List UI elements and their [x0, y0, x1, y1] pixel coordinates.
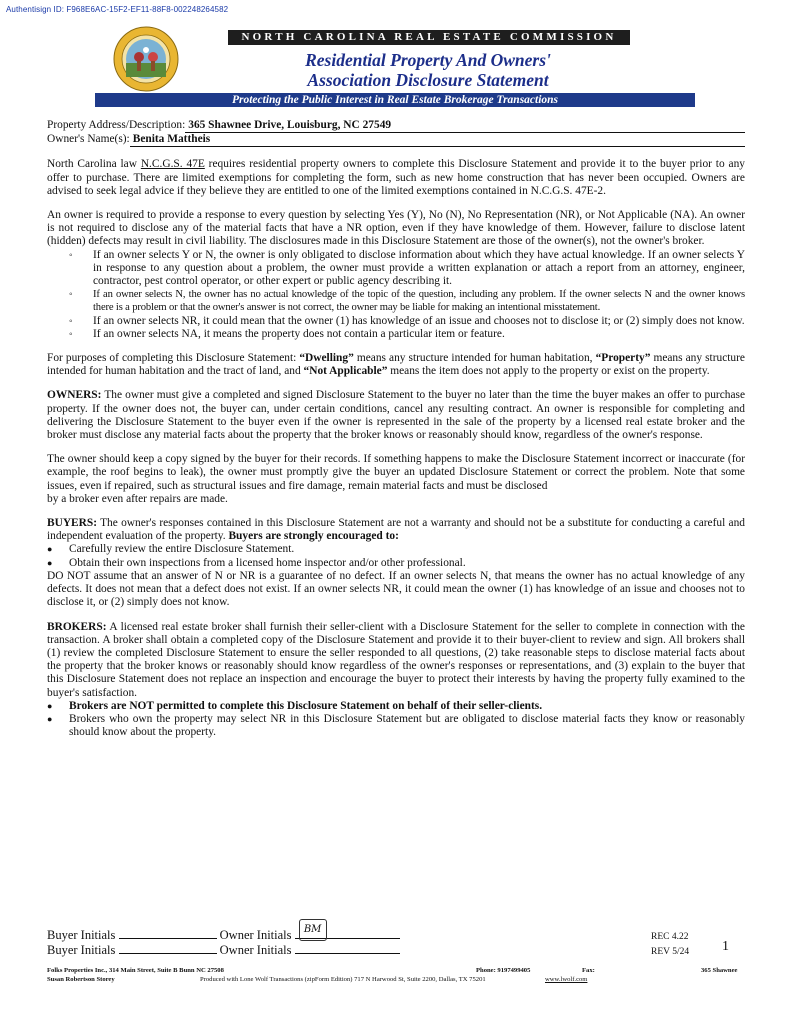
def-text-a: For purposes of completing this Disclosure Statement:	[47, 352, 300, 365]
owners-text: The owner must give a completed and signed Disclosure Statement to the buyer no later than the time the buyer makes an offer to purchase property. If the owner does not, the buyer can, under certain conditions, cancel any resulting contract. An owner is responsible for completing and delivering the Disclosure Statement to the buyer even if the owner is represented in the sale of the property by a licensed real estate broker and the broker must disclose any material facts about the property that the broker knows or reasonably should know, regardless of the owner's response.	[47, 389, 745, 442]
page-number: 1	[722, 939, 729, 954]
list-item	[47, 700, 745, 713]
owner-initials-field[interactable]	[295, 924, 400, 939]
commission-banner: NORTH CAROLINA REAL ESTATE COMMISSION	[228, 30, 630, 45]
response-instructions: An owner is required to provide a response to every question by selecting Yes (Y), No (N), No Representation (NR), or Not Applicable (NA). An owner is not required to disclose any of the material facts that have a NR option, even if they have knowledge of them. However, failure to disclose latent (hidden) defects may result in civil liability. The disclosures made in this Disclosure Statement are those of the owner(s), not the owner's broker.	[47, 209, 745, 248]
brokers-list	[47, 700, 745, 740]
footer-phone: Phone: 9197499405	[476, 967, 531, 974]
buyers-list	[47, 543, 745, 569]
property-address-field	[47, 119, 745, 133]
owner-name-value[interactable]: Benita Mattheis	[130, 133, 745, 147]
owner-initials-label: Owner Initials	[219, 943, 292, 957]
list-item: ● Obtain their own inspections from a licensed home inspector and/or other professional.	[47, 557, 745, 570]
brokers-label: BROKERS:	[47, 620, 107, 633]
footer-fax: Fax:	[582, 967, 595, 974]
def-dwelling: “Dwelling”	[299, 352, 354, 365]
buyer-initials-field[interactable]	[119, 927, 217, 939]
def-text-b: means any structure intended for human habitation,	[353, 352, 596, 365]
brokers-text: A licensed real estate broker shall furnish their seller-client with a Disclosure Statement for the seller to complete in connection with the transaction. A broker shall obtain a completed copy of the Disclosure Statement and provide it to their buyer-client to review and sign. All brokers shall (1) review the completed Disclosure Statement to ensure the seller responded to all questions, (2) take reasonable steps to disclose material facts about the property that the broker knows or reasonably should know regardless of the owner's responses or representations, and (3) explain to the buyer that this Disclosure Statement does not replace an inspection and encourage the buyer to protect their interests by having the property fully examined to the buyer's satisfaction.	[47, 620, 745, 699]
rev-number: REV 5/24	[651, 947, 690, 957]
footer-agent: Susan Robertson Storey	[47, 976, 115, 983]
list-item: ◦ If an owner selects Y or N, the owner is only obligated to disclose information about which they have actual knowledge. If an owner selects Y in response to any question about a problem, the owner must provide a written explanation or attach a report from an attorney, engineer, contractor, pest control operator, or other expert or public agency describing it.	[47, 249, 745, 289]
buyers-encouraged: Buyers are strongly encouraged to:	[228, 530, 399, 543]
list-item: ◦ If an owner selects NR, it could mean that the owner (1) has knowledge of an issue and chooses not to disclose it; or (2) simply does not know.	[47, 315, 745, 328]
property-address-value[interactable]: 365 Shawnee Drive, Louisburg, NC 27549	[185, 119, 745, 133]
list-item: ● Carefully review the entire Disclosure Statement.	[47, 543, 745, 556]
owner-initials-label: Owner Initials	[219, 928, 292, 942]
brokers-bullet-bold: Brokers are NOT permitted to complete this Disclosure Statement on behalf of their seller-clients.	[69, 699, 543, 712]
rec-number: REC 4.22	[651, 932, 689, 942]
def-text-c: means any structure intended for human habitation and the tract of land, and	[47, 352, 745, 378]
def-property: “Property”	[595, 352, 651, 365]
buyers-section	[47, 517, 745, 543]
owners-update-continued: by a broker even after repairs are made.	[47, 492, 228, 505]
def-text-d: means the item does not apply to the property or exist on the property.	[387, 365, 710, 378]
def-not-applicable: “Not Applicable”	[303, 365, 388, 378]
list-item: ◦ If an owner selects NA, it means the property does not contain a particular item or feature.	[47, 328, 745, 341]
tagline-bar: Protecting the Public Interest in Real Estate Brokerage Transactions	[95, 93, 695, 107]
buyers-label: BUYERS:	[47, 517, 98, 530]
buyer-initials-field[interactable]	[119, 942, 217, 954]
response-options-list	[47, 249, 745, 341]
nc-commission-seal-icon	[113, 26, 179, 92]
form-title-line2: Association Disclosure Statement	[307, 70, 549, 90]
brokers-section	[47, 621, 745, 700]
statute-link[interactable]: N.C.G.S. 47E	[140, 158, 205, 171]
list-item: ◦ If an owner selects N, the owner has no actual knowledge of the topic of the question, including any problem. If the owner selects N and the owner knows there is a problem or that the owner's answer is not correct, the owner may be liable for making an intentional misstatement.	[47, 288, 745, 314]
list-item: ● Brokers who own the property may select NR in this Disclosure Statement but are obligated to disclose material facts they know or reasonably should know about the property.	[47, 713, 745, 739]
intro-paragraph	[47, 158, 745, 198]
intro-text-a: North Carolina law	[47, 158, 141, 171]
owners-update-paragraph: The owner should keep a copy signed by the buyer for their records. If something happens to make the Disclosure Statement incorrect or inaccurate (for example, the roof begins to leak), the owner must promptly give the buyer an updated Disclosure Statement or correct the problem. Note that some issues, even if repaired, such as structural issues and fire damage, remain material facts and must be disclosed	[47, 453, 745, 492]
buyer-initials-label: Buyer Initials	[47, 943, 116, 957]
footer-file: 365 Shawnee	[701, 967, 738, 974]
footer-office: Folks Properties Inc., 314 Main Street, Suite B Bunn NC 27508	[47, 967, 224, 974]
disclosure-body	[47, 119, 745, 739]
buyers-text: The owner's responses contained in this Disclosure Statement are not a warranty and should not be a substitute for conducting a careful and independent evaluation of the property.	[47, 517, 745, 543]
buyers-warning: DO NOT assume that an answer of N or NR is a guarantee of no defect. If an owner selects N, that means the owner has no actual knowledge of any defects. It does not mean that a defect does not exist. If an owner selects NR, it could mean the owner (1) has knowledge of an issue and chooses not to disclose it, or (2) simply does not know.	[47, 569, 745, 609]
initials-row-2	[47, 942, 400, 958]
owners-section	[47, 389, 745, 442]
owner-initials-field[interactable]	[295, 942, 400, 954]
property-address-label: Property Address/Description:	[47, 119, 186, 131]
form-title-line1: Residential Property And Owners'	[305, 50, 551, 70]
intro-text-b: requires residential property owners to complete this Disclosure Statement and provide it to the buyer prior to any offer to purchase. There are limited exemptions for completing the form, such as new home construction that has never been occupied. Owners are advised to seek legal advice if they believe they are entitled to one of the limited exemptions contained in N.C.G.S. 47E-2.	[47, 158, 745, 197]
footer-produced: Produced with Lone Wolf Transactions (zipForm Edition) 717 N Harwood St, Suite 2200, Dallas, TX 75201	[200, 976, 486, 983]
owner-name-label: Owner's Name(s):	[47, 133, 130, 146]
footer-website-link[interactable]: www.lwolf.com	[545, 976, 588, 983]
definitions-paragraph	[47, 352, 745, 378]
owner-initials-signature: BM	[299, 919, 327, 941]
owners-label: OWNERS:	[47, 389, 102, 402]
buyer-initials-label: Buyer Initials	[47, 928, 116, 942]
initials-row-1	[47, 924, 400, 943]
owner-name-field	[47, 133, 745, 147]
authentisign-id: Authentisign ID: F968E6AC-15F2-EF11-88F8-002248264582	[6, 5, 229, 14]
